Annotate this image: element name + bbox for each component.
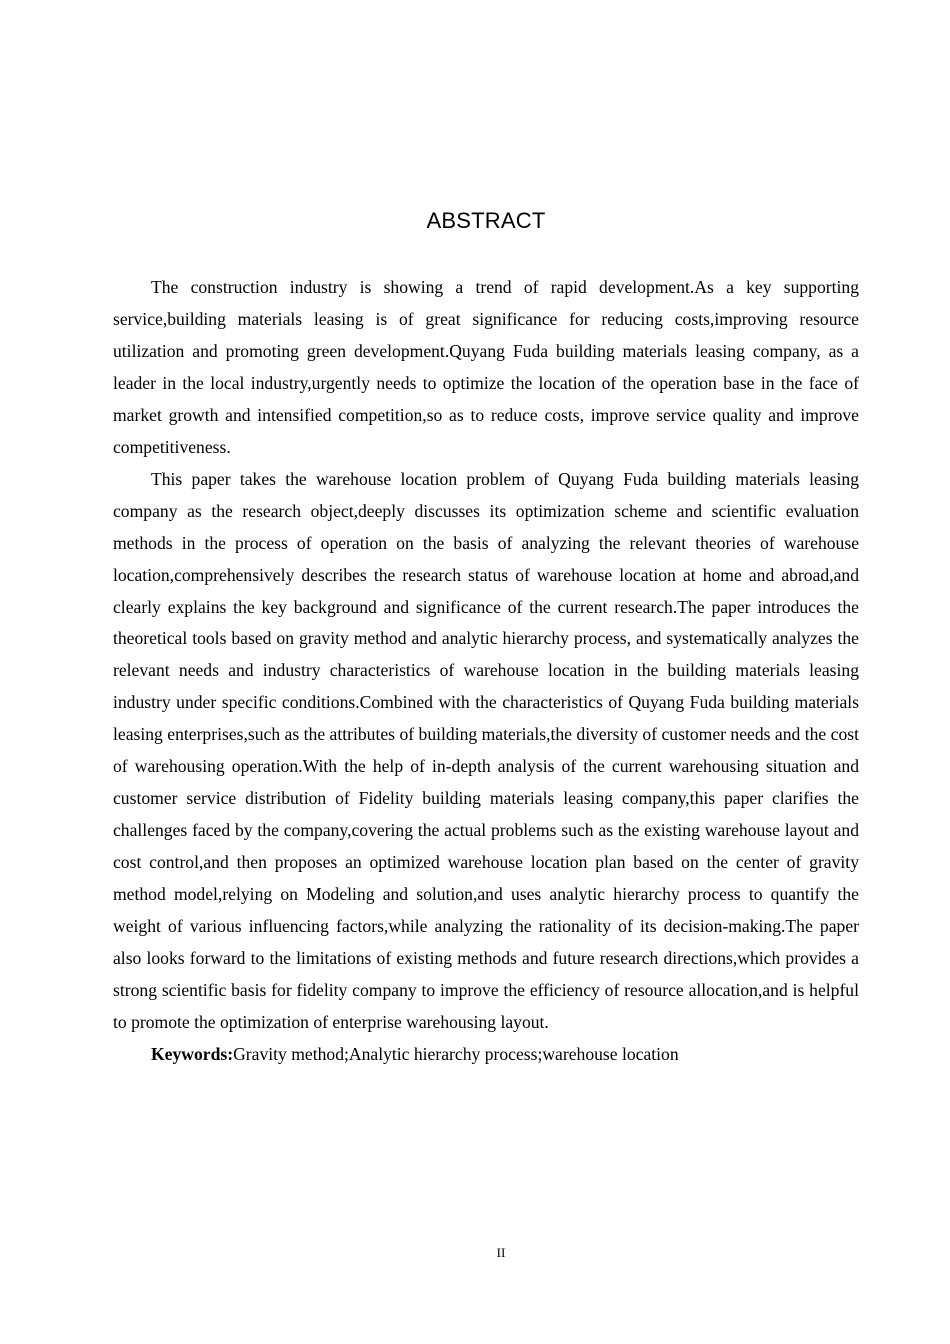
- abstract-paragraph-2: This paper takes the warehouse location problem of Quyang Fuda building materials leasing company as the research object,deeply discusses its optimization scheme and scientific evaluation methods in the process of operation on the basis of analyzing the relevant theories of warehouse location,comprehensively describes the research status of warehouse location at home and abroad,and clearly explains the key background and significance of the current research.The paper introduces the theoretical tools based on gravity method and analytic hierarchy process, and systematically analyzes the relevant needs and industry characteristics of warehouse location in the building materials leasing industry under specific conditions.Combined with the characteristics of Quyang Fuda building materials leasing enterprises,such as the attributes of building materials,the diversity of customer needs and the cost of warehousing operation.With the help of in-depth analysis of the current warehousing situation and customer service distribution of Fidelity building materials leasing company,this paper clarifies the challenges faced by the company,covering the actual problems such as the existing warehouse layout and cost control,and then proposes an optimized warehouse location plan based on the center of gravity method model,relying on Modeling and solution,and uses analytic hierarchy process to quantify the weight of various influencing factors,while analyzing the rationality of its decision-making.The paper also looks forward to the limitations of existing methods and future research directions,which provides a strong scientific basis for fidelity company to improve the efficiency of resource allocation,and is helpful to promote the optimization of enterprise warehousing layout.: [113, 468, 859, 1032]
- keywords-label: Keywords:: [151, 1043, 234, 1064]
- keywords-text: Gravity method;Analytic hierarchy process;warehouse location: [233, 1043, 679, 1064]
- abstract-paragraph-1: The construction industry is showing a trend of rapid development.As a key supporting service,building materials leasing is of great significance for reducing costs,improving resource utilization and promoting green development.Quyang Fuda building materials leasing company, as a leader in the local industry,urgently needs to optimize the location of the operation base in the face of market growth and intensified competition,so as to reduce costs, improve service quality and improve competitiveness.: [113, 277, 859, 457]
- abstract-body: [113, 272, 859, 1071]
- page-number: II: [496, 1245, 506, 1260]
- abstract-title: ABSTRACT: [426, 208, 546, 233]
- keywords-line: [113, 1039, 859, 1071]
